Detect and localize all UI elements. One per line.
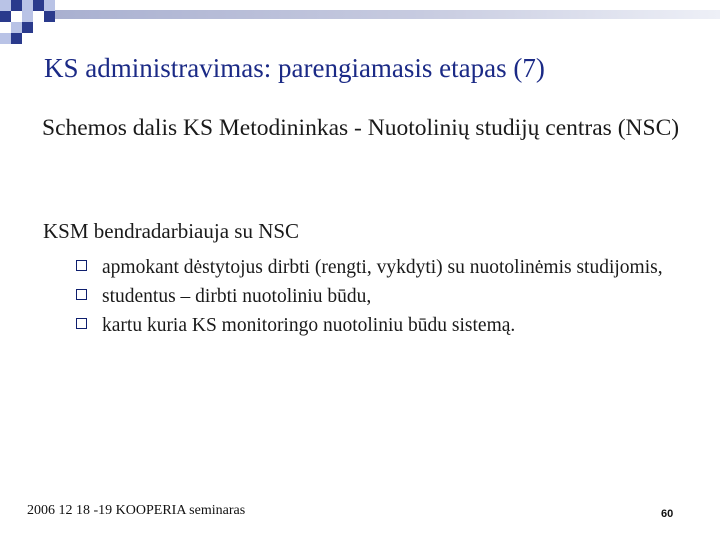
page-number: 60 [661,508,674,520]
bullet-item [76,311,696,340]
hollow-square-icon [76,289,87,300]
decor-square [0,33,11,44]
bullet-item [76,253,696,282]
decor-square [11,33,22,44]
decor-square [44,0,55,11]
slide-subtitle: Schemos dalis KS Metodininkas - Nuotolinių studijų centras (NSC) [42,115,680,141]
intro-text: KSM bendradarbiauja su NSC [43,219,300,243]
decor-square [0,11,11,22]
bullet-item [76,282,696,311]
decor-square [11,0,22,11]
bullet-text: studentus – dirbti nuotoliniu būdu, [102,286,372,307]
bullet-text: kartu kuria KS monitoringo nuotoliniu būdu sistemą. [102,315,516,336]
header-gradient-bar [55,10,720,19]
decor-square [22,0,33,11]
slide-title: KS administravimas: parengiamasis etapas (7) [44,53,545,83]
hollow-square-icon [76,260,87,271]
decor-square [22,22,33,33]
hollow-square-icon [76,318,87,329]
bullet-list [76,253,696,340]
decor-square [0,0,11,11]
bullet-text: apmokant dėstytojus dirbti (rengti, vykdyti) su nuotolinėmis studijomis, [102,257,663,278]
footer-text: 2006 12 18 -19 KOOPERIA seminaras [27,503,246,518]
decor-square [33,0,44,11]
decor-square [11,22,22,33]
decor-square [22,11,33,22]
decor-square [44,11,55,22]
